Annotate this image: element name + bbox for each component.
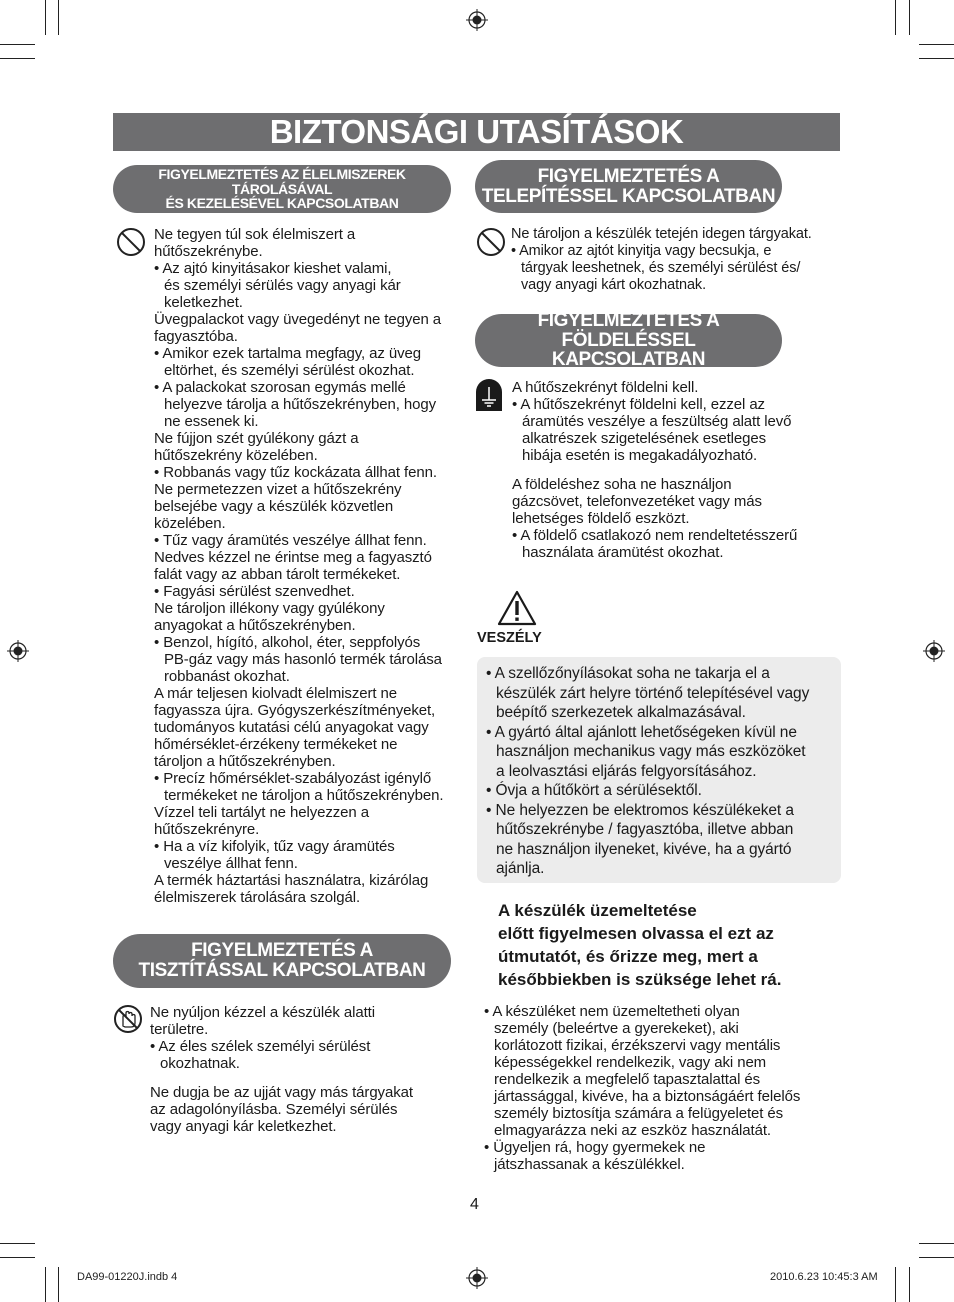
text-line: használata áramütést okozhat. [522,544,724,561]
crop-mark [919,44,954,45]
text-line: • Benzol, hígító, alkohol, éter, seppfolyós [154,634,421,651]
text-line: fagyasztóba. [154,328,238,345]
text-line: anyagokat a hűtőszekrényben. [154,617,356,634]
text-line: személy biztosítja számára a felügyeletet és [494,1105,784,1122]
spacer [512,464,797,476]
crop-mark [58,1267,59,1302]
text-line: • Amikor ezek tartalma megfagy, az üveg [154,345,422,362]
text-line: • Ha a víz kifolyik, tűz vagy áramütés [154,838,395,855]
text-line: Üvegpalackot vagy üvegedényt ne tegyen a [154,311,442,328]
text-line: • Amikor az ajtót kinyitja vagy becsukja, e [511,243,772,259]
text-line: Ne fújjon szét gyúlékony gázt a [154,430,359,447]
text-line: használjon mechanikus vagy más eszközöket [496,743,806,760]
crop-mark [909,0,910,35]
text-line: • Óvja a hűtőkört a sérülésektől. [486,782,702,799]
danger-label: VESZÉLY [477,630,542,646]
text-line: • Az ajtó kinyitásakor kieshet valami, [154,260,392,277]
text-line: vagy anyagi kár keletkezhet. [150,1118,337,1135]
crop-mark [919,1257,954,1258]
text-line: Nedves kézzel ne érintse meg a fagyasztó [154,549,432,566]
text-line: területre. [150,1021,209,1038]
crop-mark [909,1267,910,1302]
text-line: hőmérséklet-érzékeny termékeket ne [154,736,398,753]
heading-line: TELEPÍTÉSSEL KAPCSOLATBAN [481,185,776,207]
text-line: közelében. [154,515,226,532]
section-heading-food [113,165,451,213]
text-line: Ne tároljon a készülék tetején idegen tárgyakat. [511,226,812,242]
crop-mark [58,0,59,35]
section-heading-cleaning [113,934,451,988]
text-line: keletkezhet. [164,294,243,311]
text-line: eltörhet, és személyi sérülést okozhat. [164,362,415,379]
heading-line: ÉS KEZELÉSÉVEL KAPCSOLATBAN [165,195,399,212]
text-line: falát vagy az abban tárolt termékeket. [154,566,401,583]
registration-mark-icon [7,640,29,662]
text-line: Ne permetezzen vizet a hűtőszekrény [154,481,402,498]
warning-triangle-icon [497,590,537,626]
no-hand-icon [113,1004,143,1034]
text-line: képességekkel rendelkezik, vagy aki nem [494,1054,767,1071]
crop-mark [45,0,46,35]
text-line: • A hűtőszekrényt földelni kell, ezzel az [512,396,765,413]
crop-mark [45,1267,46,1302]
text-line: PB-gáz vagy más hasonló termék tárolása [164,651,442,668]
ground-icon [476,379,502,411]
text-line: • Tűz vagy áramütés veszélye állhat fenn. [154,532,427,549]
text-line: jártassággal, kivéve, ha a biztonságáért felelős [494,1088,801,1105]
text-line: • Fagyási sérülést szenvedhet. [154,583,355,600]
text-line: • A készüléket nem üzemeltetheti olyan [484,1003,740,1020]
text-line: • A palackokat szorosan egymás mellé [154,379,406,396]
crop-mark [895,1267,896,1302]
heading-line: KAPCSOLATBAN [551,349,706,371]
text-line: • Precíz hőmérséklet-szabályozást igénylő [154,770,432,787]
text-line: ajánlja. [496,860,545,877]
text-line: • A földelő csatlakozó nem rendeltetésszerű [512,527,798,544]
text-line: Ne nyúljon kézzel a készülék alatti [150,1004,375,1021]
users-warning-text [484,1003,800,1173]
page-number: 4 [470,1196,479,1213]
footer-timestamp: 2010.6.23 10:45:3 AM [770,1271,878,1283]
registration-mark-icon [466,1267,488,1289]
text-line: hűtőszekrénybe. [154,243,263,260]
text-line: ne essenek ki. [164,413,259,430]
registration-mark-icon [923,640,945,662]
text-line: Vízzel teli tartályt ne helyezzen a [154,804,369,821]
install-warning-text [511,226,812,294]
heading-line: FIGYELMEZTETÉS A [537,165,720,187]
crop-mark [0,58,35,59]
read-manual-note [498,899,781,991]
text-line: tároljon a hűtőszekrényben. [154,753,336,770]
spacer [150,1072,413,1084]
cleaning-warning-text [150,1004,413,1135]
text-line: hűtőszekrénybe / fagyasztóba, illetve abban [496,821,794,838]
food-warning-text [154,226,443,906]
text-line: útmutatót, és őrizze meg, mert a [498,947,758,966]
section-heading-ground [475,309,782,371]
text-line: készülék zárt helyre történő telepítésével vagy [496,684,810,702]
section-heading-install [475,160,782,213]
text-line: hűtőszekrényre. [154,821,260,838]
text-line: tudományos kutatási célú anyagokat vagy [154,719,429,736]
text-line: Ne tegyen túl sok élelmiszert a [154,226,356,243]
text-line: • Az éles szélek személyi sérülést [150,1038,371,1055]
text-line: alkatrészek szigetelésének esetleges [522,430,767,447]
crop-mark [919,1243,954,1244]
page-title: BIZTONSÁGI UTASÍTÁSOK [113,113,840,151]
text-line: rendelkezik a megfelelő tapasztalattal és [494,1071,761,1088]
crop-mark [0,1257,35,1258]
text-line: A készülék üzemeltetése [498,901,697,920]
text-line: előtt figyelmesen olvassa el ezt az [498,924,774,943]
text-line: helyezve tárolja a hűtőszekrényben, hogy [164,396,437,413]
text-line: fagyassza újra. Gyógyszerkészítményeket, [154,702,436,719]
text-line: áramütés veszélye a feszültség alatt levő [522,413,792,430]
text-line: A termék háztartási használatra, kizárólag [154,872,429,889]
ground-warning-text [512,379,797,561]
text-line: az adagolónyílásba. Személyi sérülés [150,1101,398,1118]
text-line: robbanást okozhat. [164,668,290,685]
text-line: Ne dugja be az ujját vagy más tárgyakat [150,1084,413,1101]
text-line: • Ne helyezzen be elektromos készülékeket a [486,801,794,819]
text-line: és személyi sérülés vagy anyagi kár [164,277,401,294]
text-line: A földeléshez soha ne használjon [512,476,732,493]
heading-line: FIGYELMEZTETÉS A [191,940,373,962]
heading-line: TISZTÍTÁSSAL KAPCSOLATBAN [138,960,426,981]
text-line: hibája esetén is megakadályozható. [522,447,758,464]
text-line: • Ügyeljen rá, hogy gyermekek ne [484,1139,706,1156]
text-line: elmagyarázza neki az eszköz használatát. [494,1122,771,1139]
text-line: későbbiekben is szüksége lehet rá. [498,970,782,989]
text-line: vagy anyagi kárt okozhatnak. [521,277,707,293]
text-line: veszélye állhat fenn. [164,855,298,872]
text-line: • Robbanás vagy tűz kockázata állhat fenn. [154,464,437,481]
text-line: korlátozott fizikai, érzékszervi vagy mentális [494,1037,781,1054]
crop-mark [0,1243,35,1244]
crop-mark [895,0,896,35]
text-line: gázcsövet, telefonvezetéket vagy más [512,493,762,510]
text-line: • A gyártó által ajánlott lehetőségeken kívül ne [486,723,797,741]
crop-mark [919,58,954,59]
heading-line: FIGYELMEZTETÉS A FÖLDELÉSSEL [537,309,720,351]
text-line: a leolvasztási eljárás felgyorsításához. [496,762,757,780]
prohibit-icon [476,227,506,257]
text-line: lehetséges földelő eszközt. [512,510,690,527]
text-line: termékeket ne tároljon a hűtőszekrényben. [164,787,444,804]
registration-mark-icon [466,9,488,31]
text-line: A már teljesen kiolvadt élelmiszert ne [154,685,397,702]
footer-file: DA99-01220J.indb 4 [77,1271,178,1283]
text-line: játszhassanak a készülékkel. [494,1156,685,1173]
text-line: beépítő szerkezetek alkalmazásával. [496,704,746,721]
text-line: élelmiszerek tárolására szolgál. [154,889,361,906]
text-line: tárgyak leeshetnek, és személyi sérülést és/ [521,260,801,276]
text-line: • A szellőzőnyílásokat soha ne takarja el a [486,665,770,682]
text-line: Ne tároljon illékony vagy gyúlékony [154,600,385,617]
text-line: okozhatnak. [160,1055,240,1072]
text-line: A hűtőszekrényt földelni kell. [512,379,699,396]
text-line: ne használjon ilyeneket, kivéve, ha a gyártó [496,840,792,858]
text-line: belsejébe vagy a készülék közvetlen [154,498,394,515]
heading-line: FIGYELMEZTETÉS AZ ÉLELMISZEREK TÁROLÁSÁVAL [158,165,406,197]
text-line: hűtőszekrény közelében. [154,447,318,464]
crop-mark [0,44,35,45]
text-line: személy (beleértve a gyerekeket), aki [494,1020,739,1037]
prohibit-icon [116,227,146,257]
danger-text [486,664,809,879]
